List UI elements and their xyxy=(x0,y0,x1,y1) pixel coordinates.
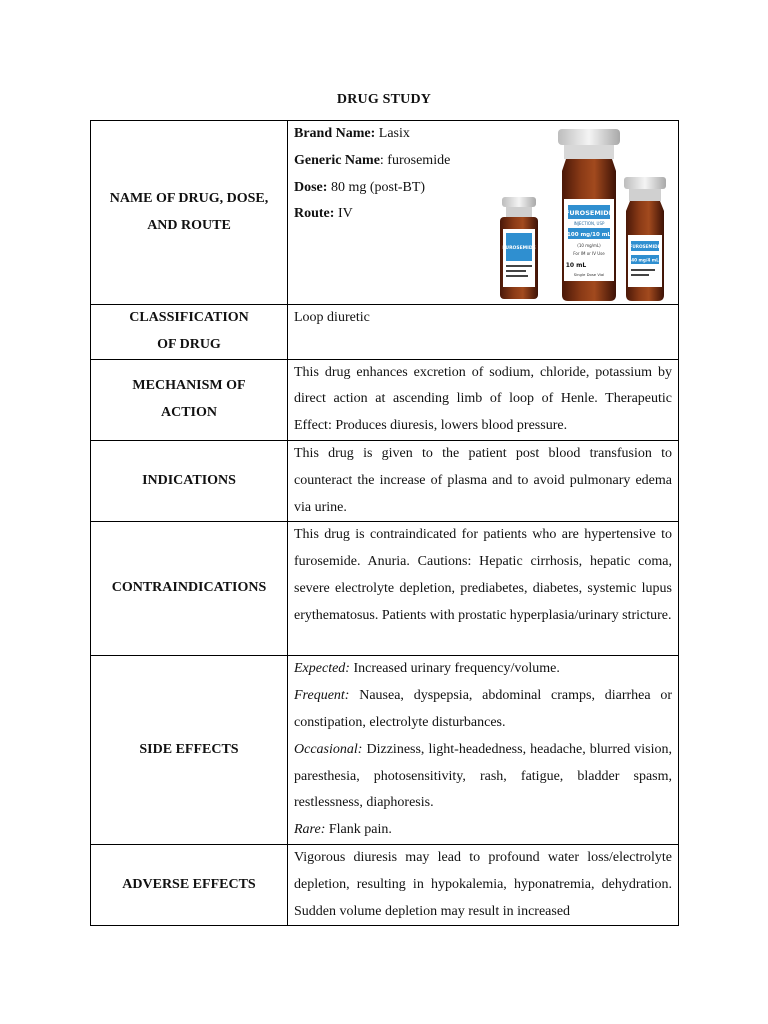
dose-key: Dose: xyxy=(294,179,328,195)
row-label-adverse-effects: ADVERSE EFFECTS xyxy=(91,844,288,925)
row-content-name xyxy=(288,121,679,305)
small-vial-left xyxy=(500,197,538,299)
frequent-key: Frequent: xyxy=(294,688,350,704)
brand-name-key: Brand Name: xyxy=(294,126,376,141)
label-line: NAME OF DRUG, DOSE, xyxy=(109,190,269,206)
label-line: CLASSIFICATION xyxy=(129,310,249,325)
right-vial-label: FUROSEMIDE xyxy=(629,244,661,249)
right-vial-strength: 40 mg/4 mL xyxy=(631,257,659,263)
table-row-adverse-effects xyxy=(91,844,679,925)
center-vial-volume: 10 mL xyxy=(565,262,587,269)
row-content-classification: Loop diuretic xyxy=(288,305,679,360)
center-vial-sub: INJECTION, USP xyxy=(573,221,605,226)
row-content-mechanism: This drug enhances excretion of sodium, chloride, potassium by direct action at ascending limb of loop of Henle. Therapeutic Effect: Produces diuresis, lowers blood pressure. xyxy=(288,359,679,440)
frequent-text: Nausea, dyspepsia, abdominal cramps, diarrhea or constipation, electrolyte disturbances. xyxy=(294,688,672,730)
dose-value: 80 mg (post-BT) xyxy=(327,179,426,195)
occasional-key: Occasional: xyxy=(294,741,363,757)
furosemide-vials-image xyxy=(494,125,672,301)
row-label-side-effects: SIDE EFFECTS xyxy=(91,656,288,845)
brand-name-value: Lasix xyxy=(375,126,410,141)
table-row-mechanism xyxy=(91,359,679,440)
expected-key: Expected: xyxy=(294,661,350,677)
side-effect-expected xyxy=(294,656,672,683)
generic-name-key: Generic Name xyxy=(294,152,380,168)
center-vial-use: For IM or IV Use xyxy=(573,251,605,256)
table-row-side-effects xyxy=(91,656,679,845)
label-line: AND ROUTE xyxy=(147,217,231,233)
occasional-text: Dizziness, light-headedness, headache, blurred vision, paresthesia, photosensitivity, rash, fatigue, bladder spasm, restlessness, diaphoresis. xyxy=(294,741,672,811)
row-label-mechanism xyxy=(91,359,288,440)
document-title: DRUG STUDY xyxy=(336,92,432,107)
large-vial-center xyxy=(558,129,620,301)
row-content-contraindications: This drug is contraindicated for patients who are hypertensive to furosemide. Anuria. Cautions: Hepatic cirrhosis, hepatic coma, severe electrolyte depletion, prediabetes, diabetes, systemic lupus erythematosus. Patients with prostatic hyperplasia/urinary stricture. xyxy=(288,522,679,656)
row-label-name xyxy=(91,121,288,305)
expected-text: Increased urinary frequency/volume. xyxy=(349,661,560,677)
side-effect-occasional xyxy=(294,737,672,817)
table-row-classification xyxy=(91,305,679,360)
row-label-contraindications: CONTRAINDICATIONS xyxy=(91,522,288,656)
center-vial-label: FUROSEMIDE xyxy=(564,209,614,217)
label-line: ACTION xyxy=(160,404,217,420)
rare-key: Rare: xyxy=(294,822,326,838)
drug-study-table xyxy=(90,120,679,926)
row-label-classification xyxy=(91,305,288,360)
rare-text: Flank pain. xyxy=(325,822,392,838)
row-label-indications: INDICATIONS xyxy=(91,440,288,521)
side-effect-rare xyxy=(294,817,672,844)
label-line: OF DRUG xyxy=(157,336,221,352)
row-content-adverse-effects: Vigorous diuresis may lead to profound water loss/electrolyte depletion, resulting in hypokalemia, hyponatremia, dehydration. Sudden volume depletion may result in increased xyxy=(288,844,679,925)
medium-vial-right xyxy=(624,177,666,301)
center-vial-strength: 100 mg/10 mL xyxy=(567,232,611,238)
label-line: MECHANISM OF xyxy=(132,377,246,393)
generic-name-value: : furosemide xyxy=(379,152,451,168)
table-row-contraindications xyxy=(91,522,679,656)
side-effect-frequent xyxy=(294,683,672,737)
left-vial-label: FUROSEMIDE xyxy=(502,246,536,251)
row-content-side-effects xyxy=(288,656,679,845)
route-value: IV xyxy=(334,206,353,222)
center-vial-conc: (10 mg/mL) xyxy=(577,243,601,248)
row-content-indications: This drug is given to the patient post blood transfusion to counteract the increase of plasma and to avoid pulmonary edema via urine. xyxy=(288,440,679,521)
center-vial-note: Single Dose Vial xyxy=(573,272,605,277)
route-key: Route: xyxy=(294,206,335,222)
table-row-name xyxy=(91,121,679,305)
table-row-indications xyxy=(91,440,679,521)
